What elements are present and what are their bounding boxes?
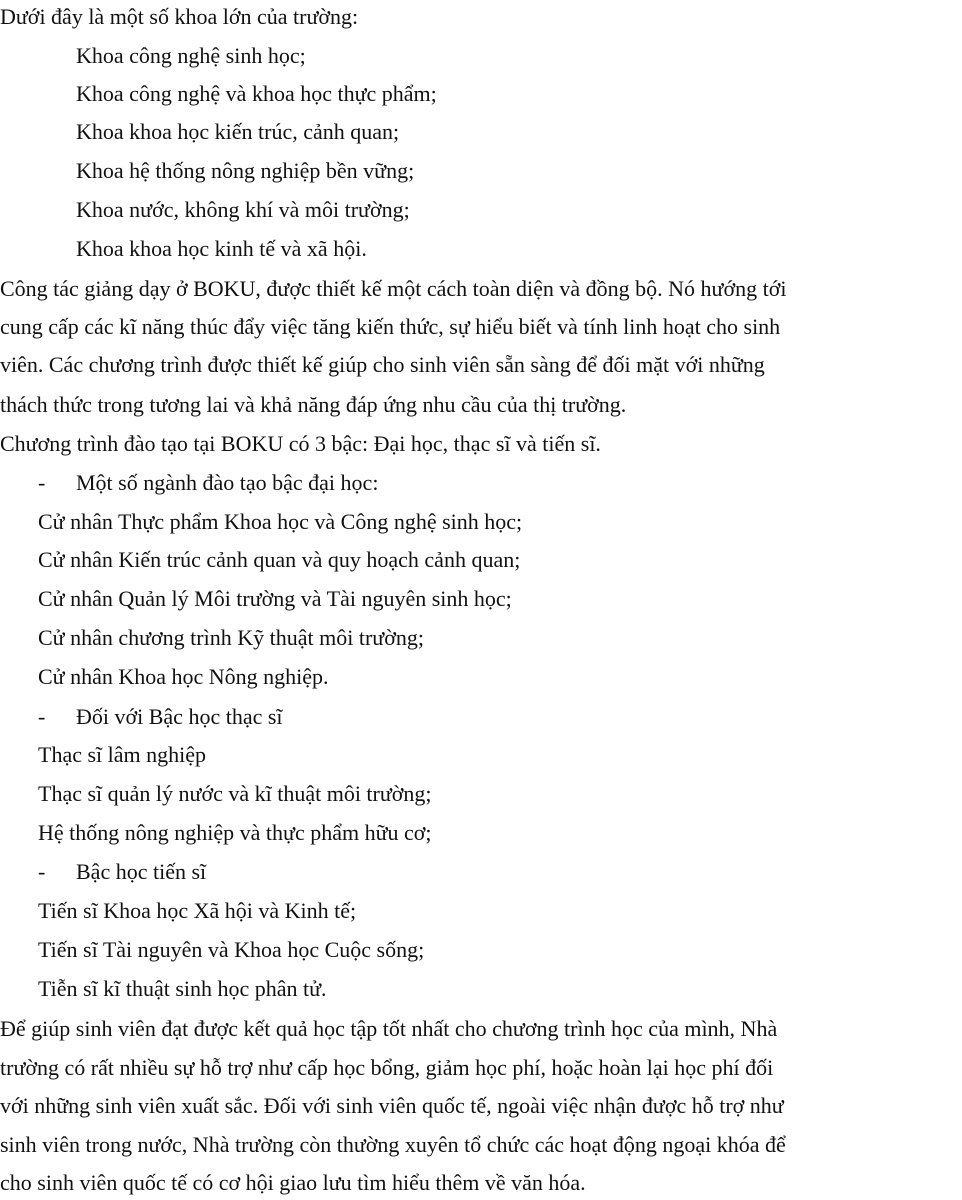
undergrad-item: Cử nhân Kiến trúc cảnh quan và quy hoạch cảnh quan; (38, 547, 521, 572)
phd-dash: - (38, 859, 46, 884)
undergrad-item: Cử nhân chương trình Kỹ thuật môi trường; (38, 625, 424, 650)
support-paragraph-line: với những sinh viên xuất sắc. Đối với sinh viên quốc tế, ngoài việc nhận được hỗ trợ như (0, 1093, 784, 1118)
undergrad-item: Cử nhân Khoa học Nông nghiệp. (38, 664, 329, 689)
phd-item: Tiến sĩ Tài nguyên và Khoa học Cuộc sống; (38, 937, 425, 962)
faculty-item: Khoa nước, không khí và môi trường; (76, 197, 410, 222)
faculty-item: Khoa công nghệ sinh học; (76, 43, 306, 68)
undergrad-item: Cử nhân Quản lý Môi trường và Tài nguyên sinh học; (38, 586, 512, 611)
master-item: Hệ thống nông nghiệp và thực phẩm hữu cơ; (38, 820, 432, 845)
faculty-item: Khoa công nghệ và khoa học thực phẩm; (76, 81, 437, 106)
faculty-item: Khoa khoa học kiến trúc, cảnh quan; (76, 119, 400, 144)
master-item: Thạc sĩ quản lý nước và kĩ thuật môi trường; (38, 781, 432, 806)
teaching-paragraph-line: thách thức trong tương lai và khả năng đáp ứng nhu cầu của thị trường. (0, 392, 627, 417)
faculty-item: Khoa hệ thống nông nghiệp bền vững; (76, 158, 415, 183)
master-heading: Đối với Bậc học thạc sĩ (76, 704, 283, 729)
undergrad-item: Cử nhân Thực phẩm Khoa học và Công nghệ sinh học; (38, 509, 523, 534)
intro-line: Dưới đây là một số khoa lớn của trường: (0, 4, 359, 29)
support-paragraph-line: sinh viên trong nước, Nhà trường còn thường xuyên tổ chức các hoạt động ngoại khóa để (0, 1132, 786, 1157)
undergrad-heading: Một số ngành đào tạo bậc đại học: (76, 470, 379, 495)
support-paragraph-line: cho sinh viên quốc tế có cơ hội giao lưu tìm hiểu thêm về văn hóa. (0, 1170, 586, 1195)
teaching-paragraph-line: Công tác giảng dạy ở BOKU, được thiết kế một cách toàn diện và đồng bộ. Nó hướng tới (0, 276, 787, 301)
teaching-paragraph-line: cung cấp các kĩ năng thúc đẩy việc tăng kiến thức, sự hiểu biết và tính linh hoạt cho sinh (0, 314, 781, 339)
master-dash: - (38, 704, 46, 729)
master-item: Thạc sĩ lâm nghiệp (38, 742, 207, 767)
faculty-item: Khoa khoa học kinh tế và xã hội. (76, 236, 367, 261)
teaching-paragraph-line: viên. Các chương trình được thiết kế giúp cho sinh viên sẵn sàng để đối mặt với những (0, 352, 765, 377)
support-paragraph-line: trường có rất nhiều sự hỗ trợ như cấp học bổng, giảm học phí, hoặc hoàn lại học phí đối (0, 1055, 774, 1080)
phd-item: Tiễn sĩ kĩ thuật sinh học phân tử. (38, 976, 327, 1001)
phd-heading: Bậc học tiến sĩ (76, 859, 207, 884)
undergrad-dash: - (38, 470, 46, 495)
phd-item: Tiến sĩ Khoa học Xã hội và Kinh tế; (38, 898, 357, 923)
support-paragraph-line: Để giúp sinh viên đạt được kết quả học tập tốt nhất cho chương trình học của mình, Nhà (0, 1016, 778, 1041)
levels-intro-line: Chương trình đào tạo tại BOKU có 3 bậc: Đại học, thạc sĩ và tiến sĩ. (0, 431, 601, 456)
